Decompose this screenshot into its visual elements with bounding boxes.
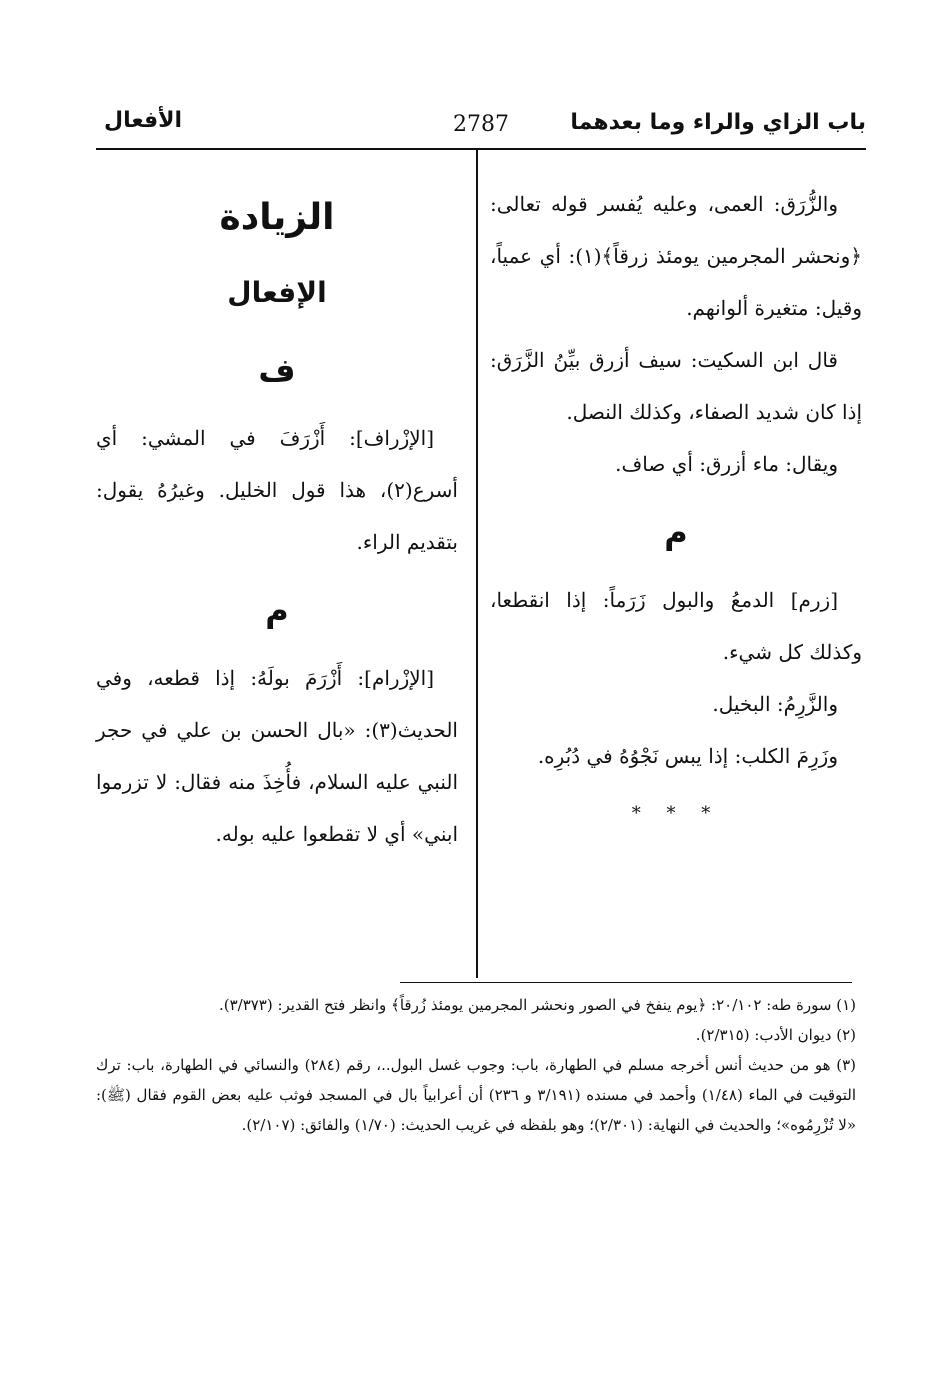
footnotes [96,990,856,1140]
left-column [96,178,458,860]
entry-paragraph: والزَّرِمُ: البخيل. [712,692,838,716]
section-letter: ف [258,351,296,389]
entry-paragraph: [الإزْرام]: أَزْرَمَ بولَهُ: إذا قطعه، وفي الحديث(٣): «بال الحسن بن علي في حجر النبي عليه السلام، فأُخِذَ منه فقال: لا تزرموا ابني» أي لا تقطعوا عليه بوله. [96,666,458,846]
entry-paragraph: والزُّرَق: العمى، وعليه يُفسر قوله تعالى: ﴿ونحشر المجرمين يومئذ زرقاً﴾(١): أي عمياً، وقيل: متغيرة ألوانهم. [490,192,862,320]
entry-paragraph: قال ابن السكيت: سيف أزرق بيِّنُ الزَّرَق: إذا كان شديد الصفاء، وكذلك النصل. [490,348,862,424]
entry-paragraph: [الإزْراف]: أَزْرَفَ في المشي: أي أسرع(٢)، هذا قول الخليل. وغيرُهُ يقول: بتقديم الراء. [96,426,458,554]
footnote-rule [400,982,852,983]
section-letter: م [664,513,688,551]
page-number: 2787 [453,112,509,137]
footnote: (١) سورة طه: ٢٠/١٠٢: ﴿يوم ينفخ في الصور ونحشر المجرمين يومئذ زُرقاً﴾ وانظر فتح القدير: (٣/٣٧٣). [218,996,856,1014]
footnote: (٣) هو من حديث أنس أخرجه مسلم في الطهارة، باب: وجوب غسل البول..، رقم (٢٨٤) والنسائي في الطهارة، باب: ترك التوقيت في الماء (١/٤٨) وأحمد في مسنده (٣/١٩١ و ٢٣٦) أن أعرابياً بال في المسجد فوثب عليه بعض القوم فقال (ﷺ): «لا تُزْرِمُوه»؛ والحديث في النهاية: (٢/٣٠١)؛ وهو بلفظه في غريب الحديث: (١/٧٠) والفائق: (٢/١٠٧). [96,1056,857,1134]
right-column [490,178,862,840]
footnote: (٢) ديوان الأدب: (٢/٣١٥). [695,1026,856,1044]
running-head-chapter: باب الزاي والراء وما بعدهما [570,110,866,135]
column-divider [476,150,478,978]
entry-paragraph: ويقال: ماء أزرق: أي صاف. [615,452,838,476]
entry-paragraph: [زرم] الدمعُ والبول زَرَماً: إذا انقطعا، وكذلك كل شيء. [490,588,862,664]
section-letter: م [265,591,289,629]
running-head-section: الأفعال [104,108,183,133]
page-header [96,106,866,150]
section-subtitle: الإفعال [227,276,327,309]
section-separator: * * * [631,803,721,824]
entry-paragraph: وزَرِمَ الكلب: إذا يبس نَجْوُهُ في دُبُرِه. [537,744,838,768]
section-title: الزيادة [219,197,335,238]
